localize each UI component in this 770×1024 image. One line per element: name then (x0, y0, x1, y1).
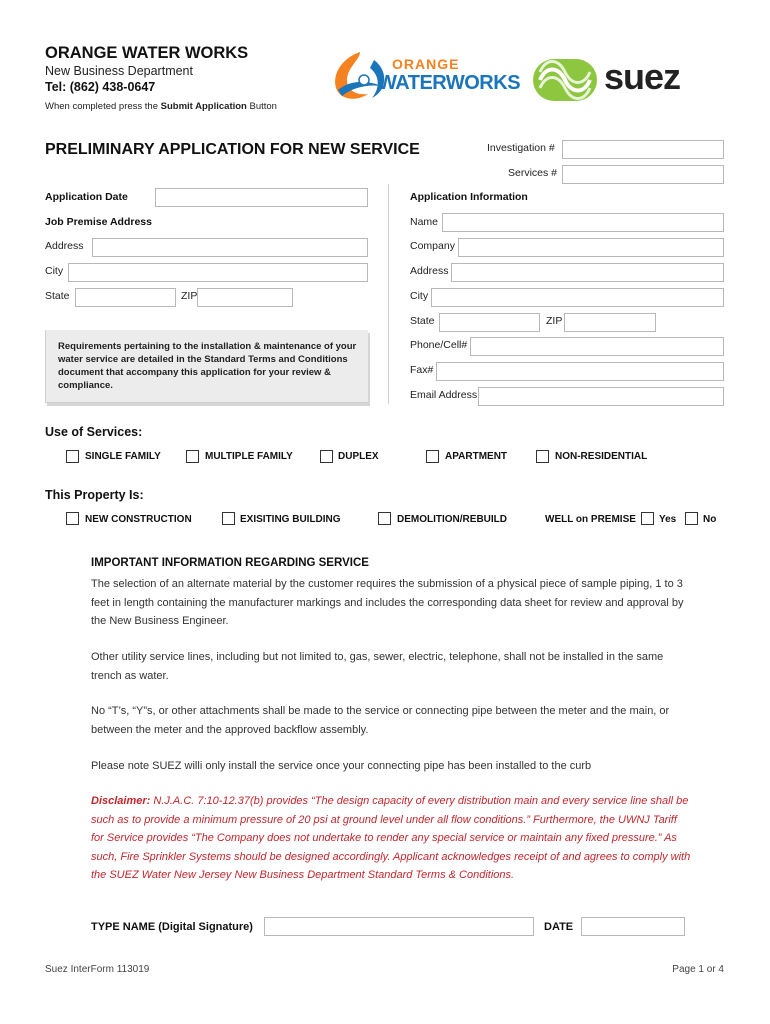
zip-input[interactable] (197, 288, 293, 307)
page-number: Page 1 or 4 (672, 964, 724, 975)
demolition-rebuild-label: DEMOLITION/REBUILD (397, 514, 507, 525)
state-label: State (45, 290, 70, 302)
email-input[interactable] (478, 387, 724, 406)
new-construction-checkbox[interactable] (66, 512, 79, 525)
duplex-label: DUPLEX (338, 451, 379, 462)
name-label: Name (410, 216, 439, 228)
well-yes-label: Yes (659, 514, 677, 525)
use-of-services-heading: Use of Services: (45, 425, 143, 439)
non-residential-checkbox[interactable] (536, 450, 549, 463)
right-state-label: State (410, 315, 435, 327)
single-family-label: SINGLE FAMILY (85, 451, 161, 462)
important-paragraph-1: The selection of an alternate material by the customer requires the submission of a physical piece of sample piping, 1 to 3 feet in length containing the manufacturer markings and includes the corresponding data sheet for review and approval by the New Business Engineer. (91, 578, 684, 627)
application-information-label: Application Information (410, 191, 528, 203)
new-construction-label: NEW CONSTRUCTION (85, 514, 192, 525)
address-label: Address (45, 240, 84, 252)
logo-waterworks-text: WATERWORKS (378, 72, 521, 94)
telephone: Tel: (862) 438-0647 (45, 80, 156, 94)
disclaimer-text: N.J.A.C. 7:10-12.37(b) provides “The design capacity of every distribution main and every service line shall be such as to provide a minimum pressure of 20 psi at ground level under all flow conditions.” Furthermore, the UWNJ Tariff for Service provides “The Company does not undertake to render any special service or maintain any fixed pressure.” As such, Fire Sprinkler Systems should be designed accordingly. Applicant acknowledges receipt of and agrees to comply with the SUEZ Water New Jersey New Business Department Standard Terms & Conditions. (91, 795, 691, 881)
fax-input[interactable] (436, 362, 724, 381)
important-heading: IMPORTANT INFORMATION REGARDING SERVICE (91, 557, 369, 569)
important-paragraph-3: No “T’s, “Y”s, or other attachments shall be made to the service or connecting pipe between the meter and the main, or between the meter and the approved backflow assembly. (91, 705, 670, 736)
right-city-label: City (410, 290, 429, 302)
logo-suez-text: suez (604, 56, 681, 97)
right-zip-input[interactable] (564, 313, 656, 332)
single-family-checkbox[interactable] (66, 450, 79, 463)
existing-building-label: EXISITING BUILDING (240, 514, 341, 525)
suez-wave-icon (532, 58, 598, 102)
form-title: PRELIMINARY APPLICATION FOR NEW SERVICE (45, 141, 420, 158)
important-paragraph-4: Please note SUEZ willi only install the service once your connecting pipe has been installed to the curb (91, 760, 592, 772)
demolition-rebuild-checkbox[interactable] (378, 512, 391, 525)
requirements-note: Requirements pertaining to the installation & maintenance of your water service are detailed in the Standard Terms and Conditions document that accompany this application for your review & compliance. (58, 341, 357, 391)
fax-label: Fax# (410, 364, 434, 376)
services-label: Services # (508, 167, 558, 179)
submit-instruction: When completed press the Submit Application Button (45, 101, 277, 112)
disclaimer-label: Disclaimer: (91, 795, 151, 807)
email-label: Email Address (410, 389, 478, 401)
date-input[interactable] (581, 917, 685, 936)
well-on-premise-label: WELL on PREMISE (545, 514, 636, 525)
investigation-input[interactable] (562, 140, 724, 159)
column-divider (388, 184, 389, 404)
right-address-label: Address (410, 265, 449, 277)
name-input[interactable] (442, 213, 724, 232)
well-no-label: No (703, 514, 717, 525)
right-address-input[interactable] (451, 263, 724, 282)
date-label: DATE (544, 921, 574, 933)
right-zip-label: ZIP (546, 315, 563, 327)
department-name: New Business Department (45, 64, 193, 78)
company-input[interactable] (458, 238, 724, 257)
well-no-checkbox[interactable] (685, 512, 698, 525)
company-name: ORANGE WATER WORKS (45, 44, 249, 62)
type-name-label: TYPE NAME (Digital Signature) (91, 921, 253, 933)
apartment-checkbox[interactable] (426, 450, 439, 463)
existing-building-checkbox[interactable] (222, 512, 235, 525)
disclaimer (91, 792, 691, 885)
application-date-label: Application Date (45, 191, 128, 203)
company-label: Company (410, 240, 455, 252)
multiple-family-checkbox[interactable] (186, 450, 199, 463)
job-premise-label: Job Premise Address (45, 216, 152, 228)
orange-waterworks-logo (330, 50, 521, 102)
property-heading: This Property Is: (45, 488, 144, 502)
well-yes-checkbox[interactable] (641, 512, 654, 525)
application-date-input[interactable] (155, 188, 368, 207)
digital-signature-input[interactable] (264, 917, 534, 936)
logo-orange-text: ORANGE (392, 56, 460, 72)
suez-logo (532, 58, 722, 104)
right-city-input[interactable] (431, 288, 724, 307)
non-residential-label: NON-RESIDENTIAL (555, 451, 648, 462)
state-input[interactable] (75, 288, 176, 307)
address-input[interactable] (92, 238, 368, 257)
apartment-label: APARTMENT (445, 451, 508, 462)
phone-input[interactable] (470, 337, 724, 356)
investigation-label: Investigation # (487, 142, 555, 154)
phone-label: Phone/Cell# (410, 339, 468, 351)
duplex-checkbox[interactable] (320, 450, 333, 463)
city-input[interactable] (68, 263, 368, 282)
services-input[interactable] (562, 165, 724, 184)
multiple-family-label: MULTIPLE FAMILY (205, 451, 293, 462)
requirements-note-box (45, 330, 368, 403)
right-state-input[interactable] (439, 313, 540, 332)
zip-label: ZIP (181, 290, 198, 302)
city-label: City (45, 265, 64, 277)
important-paragraph-2: Other utility service lines, including but not limited to, gas, sewer, electric, telephone, shall not be installed in the same trench as water. (91, 651, 664, 682)
form-id: Suez InterForm 113019 (45, 964, 150, 975)
